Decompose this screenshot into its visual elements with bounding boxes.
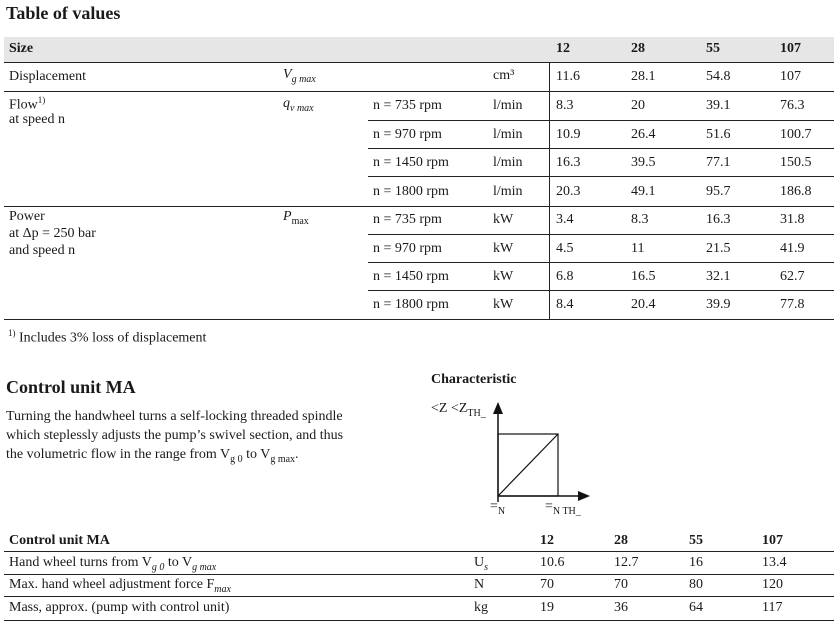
power-1450-value-107: 62.7 [780, 269, 805, 284]
power-speed-1800: n = 1800 rpm [373, 297, 449, 312]
power-label: Power [9, 209, 45, 224]
size-header-28: 28 [631, 41, 645, 56]
table-vertical-divider [549, 62, 550, 320]
rule-flow-2 [368, 148, 834, 149]
flow-1450-value-28: 39.5 [631, 155, 656, 170]
flow-735-value-107: 76.3 [780, 98, 805, 113]
characteristic-title: Characteristic [431, 372, 517, 387]
adjustment-force-value-107: 120 [762, 577, 783, 592]
mass-unit: kg [474, 600, 488, 615]
control-table-header-107: 107 [762, 533, 783, 548]
control-table-header-label: Control unit MA [9, 533, 110, 548]
flow-735-value-28: 20 [631, 98, 645, 113]
rule-power-3 [368, 290, 834, 291]
flow-1450-value-107: 150.5 [780, 155, 812, 170]
flow-symbol: $q_{v max}$ [283, 96, 314, 114]
mass-value-55: 64 [689, 600, 703, 615]
control-table-header-12: 12 [540, 533, 554, 548]
adjustment-force-value-28: 70 [614, 577, 628, 592]
adjustment-force-label: Max. hand wheel adjustment force $F_{max}$ [9, 577, 231, 595]
flow-unit-1450: l/min [493, 155, 523, 170]
flow-unit-970: l/min [493, 127, 523, 142]
characteristic-y-arrow [493, 402, 503, 414]
power-970-value-55: 21.5 [706, 241, 731, 256]
flow-label: Flow$^{1)}$ [9, 95, 46, 113]
size-header-107: 107 [780, 41, 801, 56]
flow-1800-value-12: 20.3 [556, 184, 581, 199]
flow-speed-1450: n = 1450 rpm [373, 155, 449, 170]
rule-power-2 [368, 262, 834, 263]
handwheel-turns-value-107: 13.4 [762, 555, 787, 570]
control-table-header-28: 28 [614, 533, 628, 548]
flow-speed-735: n = 735 rpm [373, 98, 442, 113]
flow-735-value-55: 39.1 [706, 98, 731, 113]
power-735-value-28: 8.3 [631, 212, 649, 227]
power-unit-1800: kW [493, 297, 514, 312]
characteristic-y-label: $<Z <Z_{TH\_}$ [431, 401, 486, 419]
control-table-header-55: 55 [689, 533, 703, 548]
power-1450-value-28: 16.5 [631, 269, 656, 284]
rule-flow-3 [368, 176, 834, 177]
power-speed-1450: n = 1450 rpm [373, 269, 449, 284]
handwheel-turns-value-12: 10.6 [540, 555, 565, 570]
power-1800-value-28: 20.4 [631, 297, 656, 312]
mass-value-107: 117 [762, 600, 783, 615]
power-735-value-107: 31.8 [780, 212, 805, 227]
power-1800-value-55: 39.9 [706, 297, 731, 312]
characteristic-diagram [480, 400, 590, 510]
mass-value-28: 36 [614, 600, 628, 615]
handwheel-turns-label: Hand wheel turns from $V_{g 0}$ to $V_{g max}$ [9, 555, 217, 573]
displacement-value-12: 11.6 [556, 69, 580, 84]
displacement-value-55: 54.8 [706, 69, 731, 84]
flow-1800-value-107: 186.8 [780, 184, 812, 199]
flow-1800-value-55: 95.7 [706, 184, 731, 199]
power-1800-value-107: 77.8 [780, 297, 805, 312]
rule-after-flow [4, 206, 834, 207]
flow-970-value-12: 10.9 [556, 127, 581, 142]
rule-after-displacement [4, 91, 834, 92]
control-table-bottom-rule [4, 620, 834, 621]
flow-1450-value-12: 16.3 [556, 155, 581, 170]
power-970-value-12: 4.5 [556, 241, 574, 256]
power-unit-970: kW [493, 241, 514, 256]
flow-970-value-55: 51.6 [706, 127, 731, 142]
power-1800-value-12: 8.4 [556, 297, 574, 312]
control-table-header-rule [4, 551, 834, 552]
control-table-rule-2 [4, 596, 834, 597]
flow-speed-1800: n = 1800 rpm [373, 184, 449, 199]
power-label-pressure: at Δp = 250 bar [9, 226, 96, 241]
mass-label: Mass, approx. (pump with control unit) [9, 600, 230, 615]
adjustment-force-unit: N [474, 577, 485, 592]
table-bottom-rule [4, 319, 834, 320]
power-label-speed: and speed n [9, 243, 76, 258]
adjustment-force-value-12: 70 [540, 577, 554, 592]
mass-value-12: 19 [540, 600, 554, 615]
power-735-value-12: 3.4 [556, 212, 574, 227]
flow-unit-1800: l/min [493, 184, 523, 199]
power-unit-735: kW [493, 212, 514, 227]
rule-power-1 [368, 234, 834, 235]
power-735-value-55: 16.3 [706, 212, 731, 227]
flow-1800-value-28: 49.1 [631, 184, 656, 199]
characteristic-x-label-right: $=_{N TH\_}$ [545, 499, 581, 517]
power-970-value-28: 11 [631, 241, 645, 256]
handwheel-turns-value-28: 12.7 [614, 555, 639, 570]
rule-flow-1 [368, 120, 834, 121]
power-speed-735: n = 735 rpm [373, 212, 442, 227]
handwheel-turns-value-55: 16 [689, 555, 703, 570]
characteristic-x-label-left: $=_N$ [490, 499, 506, 517]
flow-label-speed: at speed n [9, 112, 65, 127]
flow-970-value-107: 100.7 [780, 127, 812, 142]
size-header-55: 55 [706, 41, 720, 56]
displacement-value-28: 28.1 [631, 69, 656, 84]
size-header-12: 12 [556, 41, 570, 56]
adjustment-force-value-55: 80 [689, 577, 703, 592]
size-header-label: Size [9, 41, 34, 56]
power-1450-value-55: 32.1 [706, 269, 731, 284]
power-1450-value-12: 6.8 [556, 269, 574, 284]
table-of-values-title: Table of values [6, 3, 121, 23]
flow-970-value-28: 26.4 [631, 127, 656, 142]
control-table-rule-1 [4, 574, 834, 575]
displacement-unit: cm³ [493, 68, 515, 83]
power-symbol: $P_{max}$ [283, 209, 309, 227]
power-speed-970: n = 970 rpm [373, 241, 442, 256]
flow-unit-735: l/min [493, 98, 523, 113]
header-rule [4, 62, 834, 63]
flow-735-value-12: 8.3 [556, 98, 574, 113]
displacement-label: Displacement [9, 69, 86, 84]
flow-1450-value-55: 77.1 [706, 155, 731, 170]
control-unit-description: Turning the handwheel turns a self-locking threaded spindle which steplessly adjusts the pump’s swivel section, and thus the volumetric flow in the range from $V_{g 0}$ to $V_{g max}$. [6, 409, 344, 465]
footnote: $^{1)}$ Includes 3% loss of displacement [8, 328, 207, 346]
flow-speed-970: n = 970 rpm [373, 127, 442, 142]
characteristic-line [498, 434, 558, 496]
displacement-symbol: $V_{g max}$ [283, 67, 316, 85]
handwheel-turns-unit: $U_s$ [474, 555, 489, 573]
power-unit-1450: kW [493, 269, 514, 284]
displacement-value-107: 107 [780, 69, 801, 84]
power-970-value-107: 41.9 [780, 241, 805, 256]
control-unit-title: Control unit MA [6, 377, 136, 397]
